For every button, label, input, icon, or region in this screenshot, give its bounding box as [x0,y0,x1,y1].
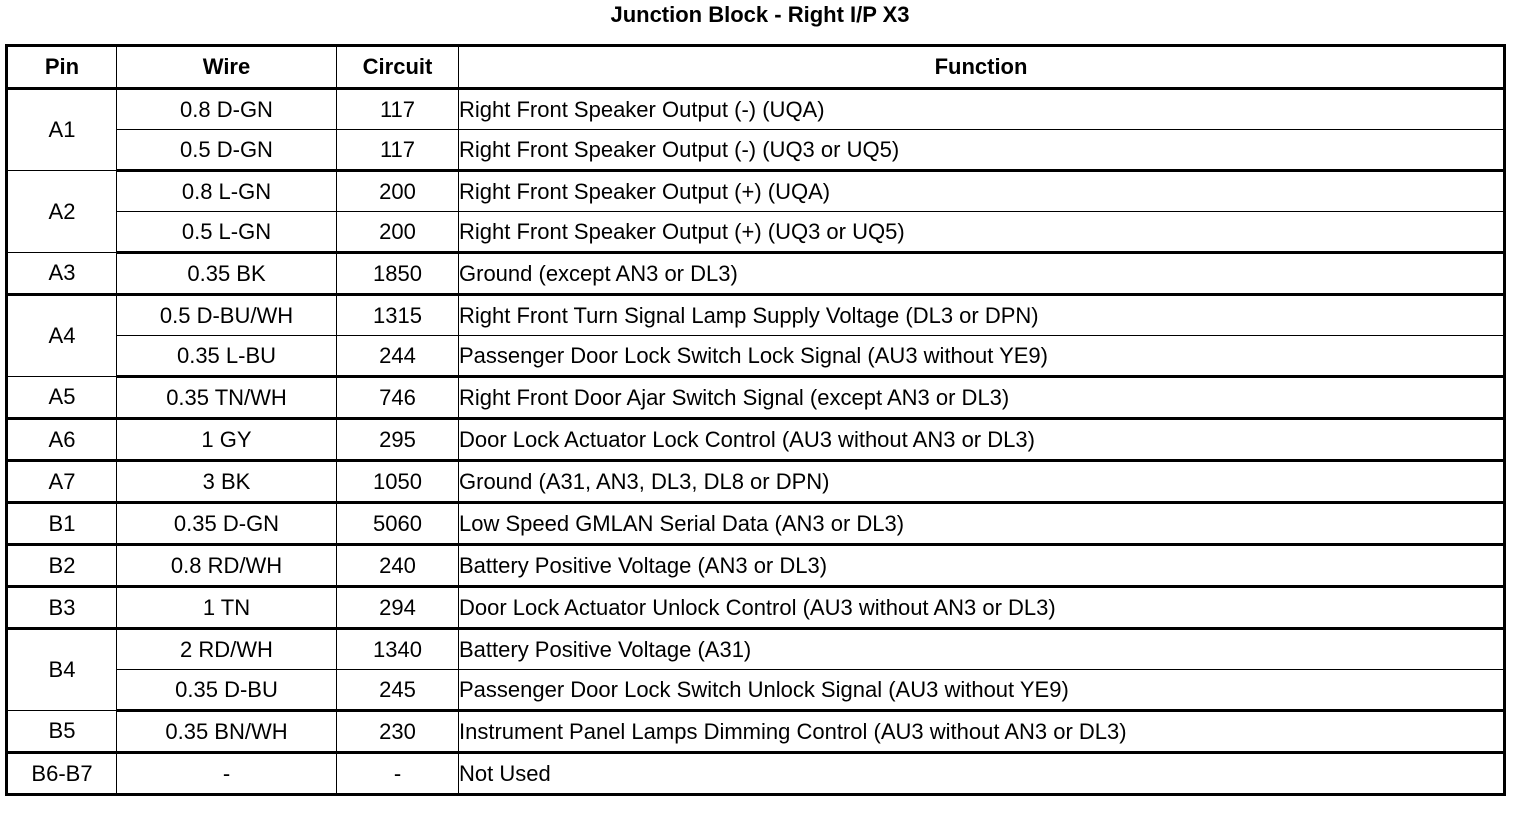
pin-cell: A6 [7,419,117,461]
wire-cell: 1 GY [117,419,337,461]
function-cell: Right Front Speaker Output (+) (UQA) [459,171,1505,212]
column-header-wire: Wire [117,46,337,89]
circuit-cell: 5060 [337,503,459,545]
wire-cell: 0.8 D-GN [117,89,337,130]
column-header-pin: Pin [7,46,117,89]
function-cell: Right Front Speaker Output (-) (UQ3 or UQ5) [459,130,1505,171]
function-cell: Instrument Panel Lamps Dimming Control (AU3 without AN3 or DL3) [459,711,1505,753]
pin-cell: A7 [7,461,117,503]
circuit-cell: 746 [337,377,459,419]
table-row [7,670,1505,711]
pin-cell: B3 [7,587,117,629]
column-header-function: Function [459,46,1505,89]
wire-cell: 0.35 L-BU [117,336,337,377]
wire-cell: 0.5 D-GN [117,130,337,171]
table-row [7,89,1505,130]
wire-cell: 0.8 RD/WH [117,545,337,587]
pin-cell: A5 [7,377,117,419]
table-row [7,377,1505,419]
pin-cell: B2 [7,545,117,587]
function-cell: Door Lock Actuator Lock Control (AU3 without AN3 or DL3) [459,419,1505,461]
pin-cell: B1 [7,503,117,545]
pin-cell: A3 [7,253,117,295]
table-row [7,753,1505,795]
function-cell: Door Lock Actuator Unlock Control (AU3 without AN3 or DL3) [459,587,1505,629]
circuit-cell: 1340 [337,629,459,670]
circuit-cell: 1050 [337,461,459,503]
table-body [7,89,1505,795]
pin-cell: A4 [7,295,117,377]
function-cell: Right Front Turn Signal Lamp Supply Voltage (DL3 or DPN) [459,295,1505,336]
pin-cell: A1 [7,89,117,171]
page-title: Junction Block - Right I/P X3 [610,2,910,27]
function-cell: Right Front Door Ajar Switch Signal (except AN3 or DL3) [459,377,1505,419]
table-row [7,461,1505,503]
wire-cell: 3 BK [117,461,337,503]
circuit-cell: 240 [337,545,459,587]
function-cell: Right Front Speaker Output (+) (UQ3 or UQ5) [459,212,1505,253]
wire-cell: 0.35 BN/WH [117,711,337,753]
table-row [7,130,1505,171]
table-row [7,253,1505,295]
function-cell: Passenger Door Lock Switch Unlock Signal (AU3 without YE9) [459,670,1505,711]
table-row [7,336,1505,377]
pin-cell: A2 [7,171,117,253]
function-cell: Passenger Door Lock Switch Lock Signal (AU3 without YE9) [459,336,1505,377]
table-row [7,587,1505,629]
circuit-cell: 200 [337,212,459,253]
column-header-circuit: Circuit [337,46,459,89]
wire-cell: 0.5 D-BU/WH [117,295,337,336]
wire-cell: 0.5 L-GN [117,212,337,253]
table-row [7,212,1505,253]
wire-cell: 0.35 BK [117,253,337,295]
pin-cell: B4 [7,629,117,711]
circuit-cell: 117 [337,89,459,130]
pinout-table [5,44,1506,796]
wire-cell: 0.35 TN/WH [117,377,337,419]
table-row [7,711,1505,753]
circuit-cell: 295 [337,419,459,461]
pin-cell: B5 [7,711,117,753]
function-cell: Ground (except AN3 or DL3) [459,253,1505,295]
wire-cell: 0.35 D-GN [117,503,337,545]
table-row [7,171,1505,212]
function-cell: Battery Positive Voltage (A31) [459,629,1505,670]
circuit-cell: 230 [337,711,459,753]
circuit-cell: 1850 [337,253,459,295]
table-row [7,419,1505,461]
header-row [7,46,1505,89]
table-row [7,629,1505,670]
wire-cell: 1 TN [117,587,337,629]
circuit-cell: 1315 [337,295,459,336]
circuit-cell: 200 [337,171,459,212]
circuit-cell: 245 [337,670,459,711]
table-row [7,545,1505,587]
wire-cell: 2 RD/WH [117,629,337,670]
function-cell: Battery Positive Voltage (AN3 or DL3) [459,545,1505,587]
table-row [7,503,1505,545]
circuit-cell: - [337,753,459,795]
pin-cell: B6-B7 [7,753,117,795]
function-cell: Ground (A31, AN3, DL3, DL8 or DPN) [459,461,1505,503]
function-cell: Low Speed GMLAN Serial Data (AN3 or DL3) [459,503,1505,545]
wire-cell: 0.35 D-BU [117,670,337,711]
table-row [7,295,1505,336]
wire-cell: 0.8 L-GN [117,171,337,212]
circuit-cell: 117 [337,130,459,171]
function-cell: Right Front Speaker Output (-) (UQA) [459,89,1505,130]
circuit-cell: 294 [337,587,459,629]
wire-cell: - [117,753,337,795]
function-cell: Not Used [459,753,1505,795]
circuit-cell: 244 [337,336,459,377]
